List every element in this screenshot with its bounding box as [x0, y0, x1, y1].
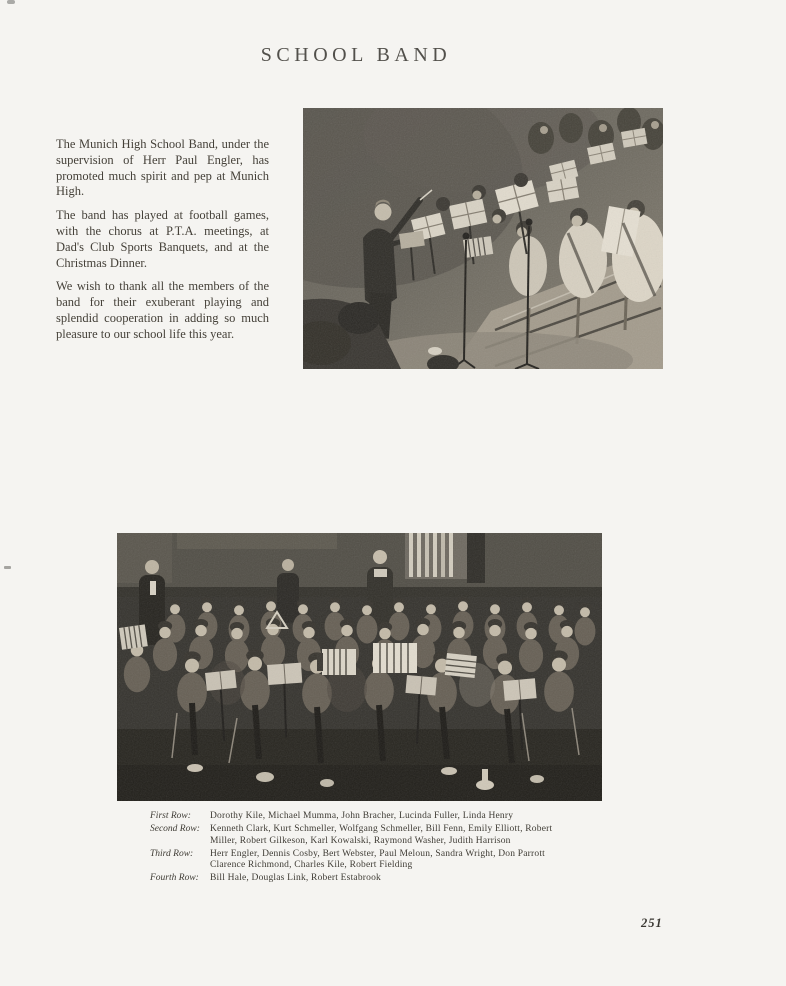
caption-line: Clarence Richmond, Charles Kile, Robert Fielding	[210, 860, 413, 871]
caption-row	[150, 849, 620, 872]
scan-artifact	[7, 0, 15, 4]
band-group-photo	[117, 533, 602, 801]
caption-row	[150, 824, 620, 847]
intro-text	[56, 137, 269, 351]
band-performance-photo	[303, 108, 663, 369]
intro-paragraph: The band has played at football games, with the chorus at P.T.A. meetings, at Dad's Club Sports Banquets, and at the Christmas Dinner.	[56, 208, 269, 270]
caption-row	[150, 811, 620, 822]
photo-caption-block	[150, 811, 620, 887]
band-performance-photo-image	[303, 108, 663, 369]
caption-row-names	[210, 824, 552, 847]
caption-row-label: Second Row:	[150, 824, 200, 835]
caption-row-names	[210, 811, 513, 822]
caption-line: Dorothy Kile, Michael Mumma, John Bracher, Lucinda Fuller, Linda Henry	[210, 811, 514, 821]
caption-line: Herr Engler, Dennis Cosby, Bert Webster, Paul Meloun, Sandra Wright, Don Parrott	[210, 848, 546, 859]
intro-paragraph: We wish to thank all the members of the band for their exuberant playing and splendid cooperation in adding so much pleasure to our school life this year.	[56, 279, 269, 341]
caption-row-label: First Row:	[150, 811, 191, 821]
page-title: SCHOOL BAND	[260, 44, 452, 66]
intro-paragraph: The Munich High School Band, under the supervision of Herr Paul Engler, has promoted much spirit and pep at Munich High.	[56, 137, 269, 199]
band-group-photo-image	[117, 533, 602, 801]
scan-artifact	[4, 566, 11, 569]
caption-row	[150, 873, 620, 884]
page-number: 251	[641, 916, 663, 930]
caption-line: Miller, Robert Gilkeson, Karl Kowalski, Raymond Washer, Judith Harrison	[210, 835, 511, 846]
caption-row-names	[210, 873, 381, 884]
caption-row-label: Fourth Row:	[150, 873, 199, 884]
caption-row-label: Third Row:	[150, 848, 194, 859]
caption-line: Kenneth Clark, Kurt Schmeller, Wolfgang Schmeller, Bill Fenn, Emily Elliott, Robert	[210, 824, 553, 835]
caption-line: Bill Hale, Douglas Link, Robert Estabrook	[210, 873, 381, 884]
caption-row-names	[210, 849, 545, 872]
